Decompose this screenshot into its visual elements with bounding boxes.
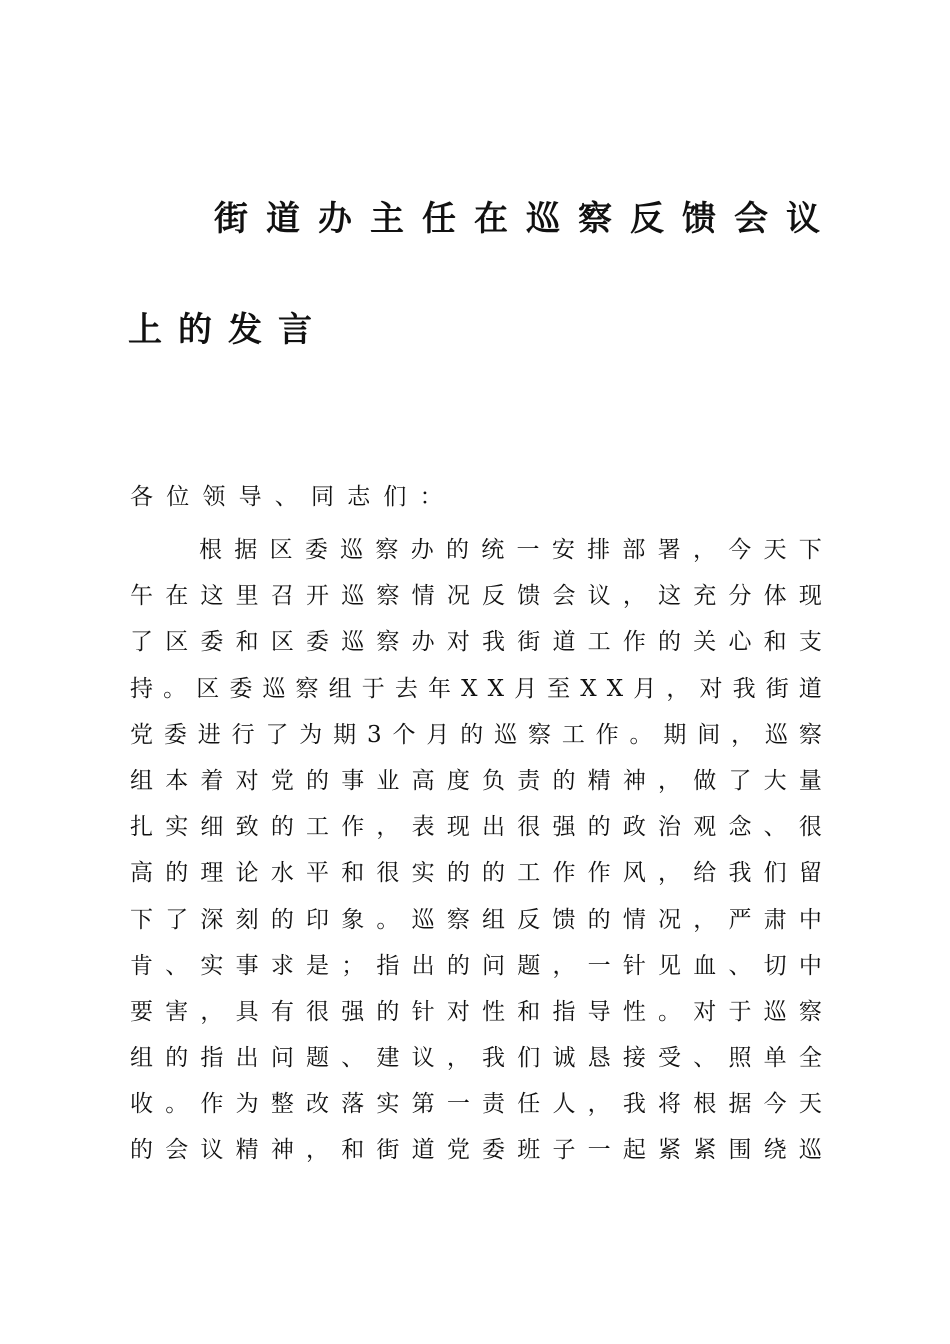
body-line: 午 在 这 里 召 开 巡 察 情 况 反 馈 会 议 ， 这 充 分 体 现	[130, 583, 822, 610]
body-line: 肯 、 实 事 求 是 ； 指 出 的 问 题 ， 一 针 见 血 、 切 中	[130, 952, 822, 979]
body-line: 根 据 区 委 巡 察 办 的 统 一 安 排 部 署 ， 今 天 下	[199, 537, 822, 563]
body-line: 高 的 理 论 水 平 和 很 实 的 的 工 作 作 风 ， 给 我 们 留	[130, 860, 822, 887]
body-line: 要 害 ， 具 有 很 强 的 针 对 性 和 指 导 性 。 对 于 巡 察	[130, 998, 822, 1025]
body-paragraph	[130, 527, 822, 1174]
body-line: 收 。 作 为 整 改 落 实 第 一 责 任 人 ， 我 将 根 据 今 天	[130, 1091, 822, 1118]
body-line: 党 委 进 行 了 为 期 3 个 月 的 巡 察 工 作 。 期 间 ， 巡 察	[130, 721, 822, 748]
salutation: 各位领导、同志们：	[130, 484, 456, 510]
body-line: 了 区 委 和 区 委 巡 察 办 对 我 街 道 工 作 的 关 心 和 支	[130, 629, 822, 656]
body-line: 组 本 着 对 党 的 事 业 高 度 负 责 的 精 神 ， 做 了 大 量	[130, 767, 822, 794]
body-line: 组 的 指 出 问 题 、 建 议 ， 我 们 诚 恳 接 受 、 照 单 全	[130, 1045, 822, 1072]
body-line: 下 了 深 刻 的 印 象 。 巡 察 组 反 馈 的 情 况 ， 严 肃 中	[130, 906, 822, 933]
document-title-line-1: 街 道 办 主 任 在 巡 察 反 馈 会 议	[214, 199, 820, 239]
body-line: 的 会 议 精 神 ， 和 街 道 党 委 班 子 一 起 紧 紧 围 绕 巡	[130, 1137, 822, 1164]
body-line: 持 。 区 委 巡 察 组 于 去 年 X X 月 至 X X 月 ， 对 我 街 道	[130, 675, 822, 702]
document-title-line-2: 上的发言	[128, 310, 328, 350]
body-line: 扎 实 细 致 的 工 作 ， 表 现 出 很 强 的 政 治 观 念 、 很	[130, 814, 822, 841]
